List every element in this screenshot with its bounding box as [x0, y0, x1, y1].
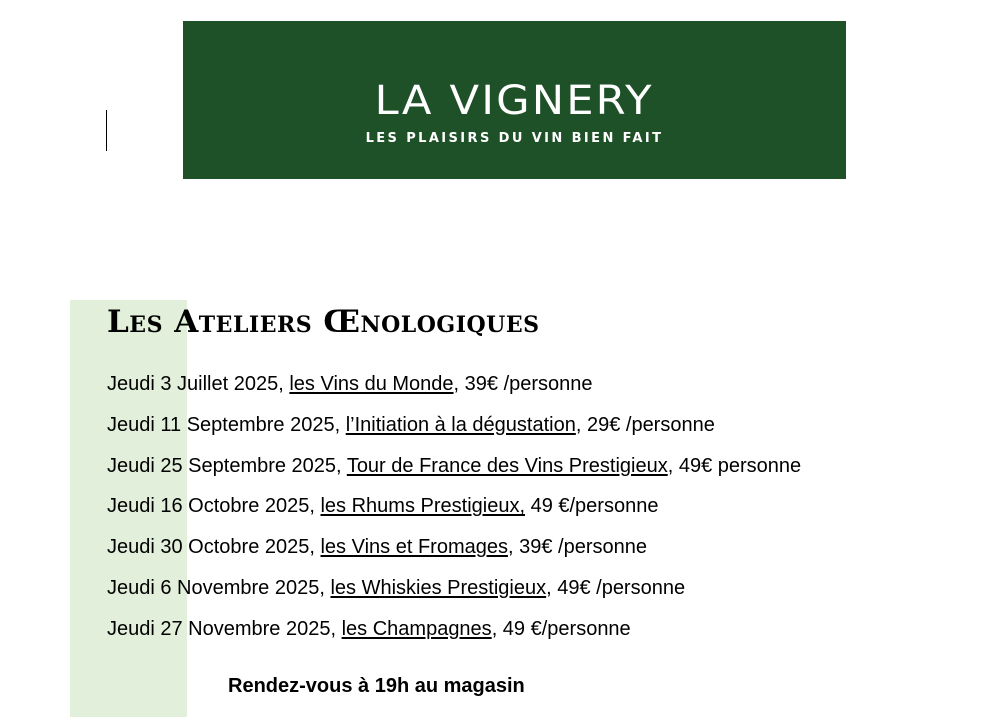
event-item: [107, 486, 801, 527]
event-topic: les Whiskies Prestigieux: [330, 576, 547, 599]
event-item: [107, 527, 801, 568]
event-date: Jeudi 16 Octobre 2025,: [107, 495, 321, 518]
event-price: , 39€ /personne: [507, 536, 647, 559]
event-topic: les Vins du Monde: [289, 373, 454, 395]
event-topic: les Vins et Fromages: [320, 536, 508, 559]
event-item: [107, 609, 801, 650]
event-price: , 29€ /personne: [575, 413, 715, 436]
logo-title: [183, 78, 846, 124]
logo-banner: [183, 21, 846, 179]
event-topic: Tour de France des Vins Prestigieux: [346, 454, 668, 477]
event-item: [107, 446, 801, 487]
event-date: Jeudi 3 Juillet 2025,: [107, 373, 290, 395]
event-price: , 39€ /personne: [453, 373, 593, 395]
event-list: [107, 364, 801, 650]
meeting-note: Rendez-vous à 19h au magasin: [228, 675, 525, 697]
event-price: , 49 €/personne: [491, 617, 631, 640]
text-cursor: [106, 110, 107, 151]
event-date: Jeudi 6 Novembre 2025,: [107, 576, 331, 599]
event-item: [107, 568, 801, 609]
event-date: Jeudi 11 Septembre 2025,: [107, 413, 346, 436]
event-topic: l’Initiation à la dégustation: [345, 413, 576, 436]
event-date: Jeudi 25 Septembre 2025,: [107, 454, 347, 477]
event-topic: les Champagnes: [341, 617, 492, 640]
page-title: Les Ateliers Œnologiques: [107, 304, 540, 340]
event-date: Jeudi 27 Novembre 2025,: [107, 617, 342, 640]
logo-tagline: LES PLAISIRS DU VIN BIEN FAIT: [365, 131, 664, 146]
event-price: , 49€ personne: [667, 454, 802, 477]
event-price: , 49€ /personne: [546, 576, 686, 599]
event-date: Jeudi 30 Octobre 2025,: [107, 536, 321, 559]
event-item: [107, 364, 801, 405]
event-item: [107, 405, 801, 446]
event-price: 49 €/personne: [525, 495, 659, 518]
logo-title-text: LA VIGNERY: [375, 78, 654, 124]
event-topic: les Rhums Prestigieux,: [320, 495, 526, 518]
